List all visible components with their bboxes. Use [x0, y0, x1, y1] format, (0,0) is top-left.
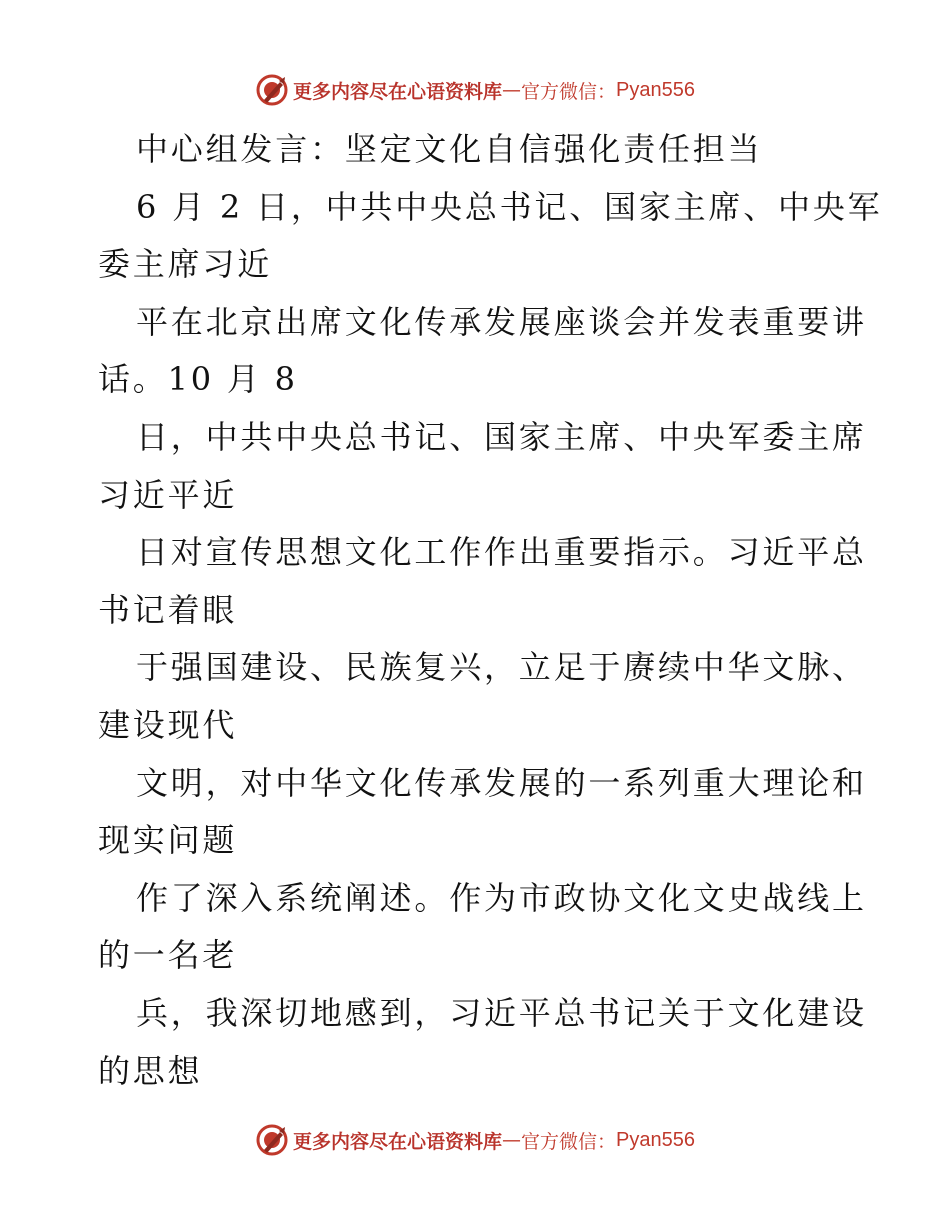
banner-site-text: 更多内容尽在心语资料库 — [293, 1130, 503, 1153]
banner-site-text: 更多内容尽在心语资料库 — [293, 80, 503, 103]
text-line: 的思想 — [98, 1051, 203, 1090]
text-line: 书记着眼 — [98, 590, 238, 629]
text-line: 习近平近 — [98, 475, 238, 514]
banner-wechat-id: Pyan556 — [616, 1128, 695, 1151]
text-line: 作了深入系统阐述。作为市政协文化文史战线上 — [136, 878, 867, 917]
text-line: 现实问题 — [98, 821, 238, 860]
text-line: 日对宣传思想文化工作作出重要指示。习近平总 — [136, 533, 867, 572]
text-line: 文明，对中华文化传承发展的一系列重大理论和 — [136, 763, 867, 802]
banner-wechat-label: 官方微信： — [521, 80, 617, 103]
banner-wechat-label: 官方微信： — [521, 1130, 617, 1153]
document-title: 中心组发言：坚定文化自信强化责任担当 — [136, 130, 763, 168]
banner-dash: — — [502, 79, 522, 101]
text-line: 6 月 2 日，中共中央总书记、国家主席、中央军 — [136, 187, 883, 226]
text-line: 日，中共中央总书记、国家主席、中央军委主席 — [136, 417, 867, 456]
banner-wechat-id: Pyan556 — [616, 78, 695, 101]
text-line: 的一名老 — [98, 936, 238, 975]
text-line: 委主席习近 — [98, 245, 273, 284]
pen-logo-icon — [255, 1123, 289, 1157]
text-line: 话。10 月 8 — [98, 360, 298, 399]
text-line: 建设现代 — [98, 705, 238, 744]
text-line: 兵，我深切地感到，习近平总书记关于文化建设 — [136, 993, 867, 1032]
pen-logo-icon — [255, 73, 289, 107]
footer-watermark-banner — [0, 1120, 950, 1160]
header-watermark-banner — [0, 70, 950, 110]
document-body — [98, 121, 883, 1100]
text-line: 平在北京出席文化传承发展座谈会并发表重要讲 — [136, 302, 867, 341]
banner-dash: — — [502, 1129, 522, 1151]
text-line: 于强国建设、民族复兴，立足于赓续中华文脉、 — [136, 648, 867, 687]
